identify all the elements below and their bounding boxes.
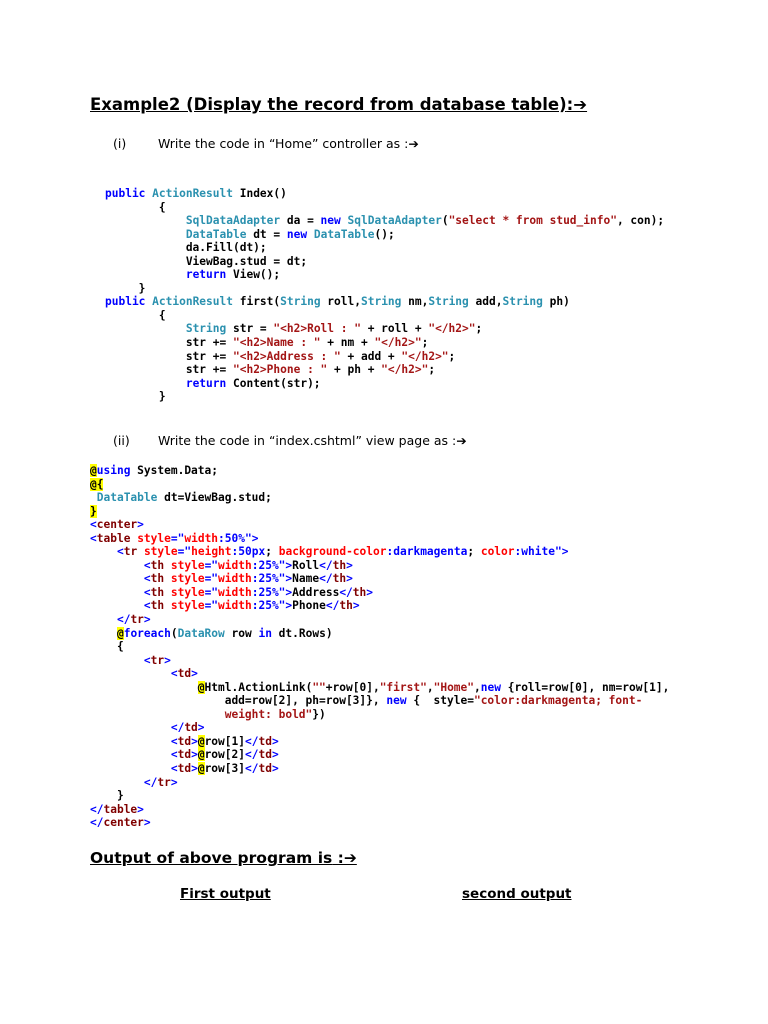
code-token: tr (157, 775, 171, 789)
code-token: color (480, 545, 515, 559)
code-token: </ (319, 558, 333, 572)
code-token: width (218, 585, 252, 599)
code-token: tr (123, 545, 138, 559)
code-line (90, 721, 669, 735)
code-line (90, 816, 669, 830)
code-token: ; (467, 545, 481, 559)
code-token: < (170, 667, 178, 681)
code-token: </ (90, 802, 104, 816)
code-token: public (105, 187, 153, 200)
code-token: center (96, 518, 138, 532)
code-token: return (185, 376, 227, 390)
code-token: ActionResult (152, 187, 233, 200)
code-line (105, 282, 664, 296)
code-token: add, (468, 295, 503, 309)
code-token: </ (90, 816, 104, 830)
code-token: + ph + (327, 363, 382, 377)
code-token: white (521, 545, 555, 559)
code-token: ph) (542, 295, 570, 309)
code-token: foreach (123, 626, 171, 640)
code-token: < (170, 748, 178, 762)
code-token: row[2] (204, 748, 245, 762)
code-line (105, 336, 664, 350)
code-line (90, 559, 669, 573)
code-token: Phone (292, 599, 326, 613)
code-token: DataTable (313, 227, 375, 241)
code-token: :25%"> (251, 558, 293, 572)
code-token: ( (170, 626, 178, 640)
code-token: < (143, 599, 151, 613)
code-token: da.Fill(dt); (105, 241, 267, 255)
code-token: new (320, 214, 341, 228)
code-token: ; (428, 363, 436, 377)
code-token: 50% (224, 531, 246, 545)
code-token (137, 545, 144, 558)
code-token: < (90, 531, 97, 545)
code-token (90, 599, 144, 612)
code-token: String (428, 295, 469, 309)
code-token: =" (170, 531, 185, 545)
code-token (105, 214, 186, 227)
code-token: +row[0], (325, 680, 380, 694)
code-token: table (103, 802, 138, 816)
code-token: </ (325, 599, 340, 613)
code-token: add=row[2], ph=row[3]}, (90, 694, 387, 708)
code-token: , (426, 680, 434, 694)
code-token: str += (105, 349, 233, 363)
code-token: return (185, 268, 227, 282)
code-token: row (224, 626, 259, 640)
code-line (90, 667, 669, 681)
code-token: background-color (278, 545, 387, 559)
code-token (105, 268, 186, 281)
code-token: =" (204, 599, 219, 613)
code-token (105, 377, 186, 390)
code-token: "</h2>" (381, 363, 429, 377)
step-2-number: (ii) (113, 433, 130, 448)
code-token: > (143, 613, 151, 627)
code-token: center (103, 816, 144, 830)
code-line (105, 309, 664, 323)
code-line (90, 789, 669, 803)
code-line (90, 748, 669, 762)
code-token: @ (197, 762, 205, 776)
code-line (90, 654, 669, 668)
code-line (105, 255, 664, 269)
code-token (105, 322, 186, 335)
code-line (105, 363, 664, 377)
code-token: > (191, 667, 198, 681)
code-line (105, 390, 664, 404)
code-token: }) (312, 707, 326, 721)
code-token: new (286, 227, 308, 241)
code-token: th (352, 585, 367, 599)
code-token: new (480, 680, 501, 694)
code-token (90, 491, 97, 504)
code-token: { (105, 200, 166, 214)
code-token: style (143, 545, 178, 559)
code-token: { style= (406, 694, 474, 708)
code-token: "" (312, 680, 326, 694)
code-token: SqlDataAdapter (347, 214, 442, 228)
code-token: width (184, 531, 219, 545)
code-token: > (352, 599, 360, 613)
code-token: "<h2>Address : " (232, 349, 341, 363)
code-token: > (271, 748, 279, 762)
code-token: + roll + (360, 322, 429, 336)
code-token: String (502, 295, 543, 309)
code-token: new (386, 694, 407, 708)
code-token: dt=ViewBag.stud; (157, 491, 272, 505)
code-token: da = (280, 214, 321, 228)
code-token: ; (421, 336, 429, 350)
code-token: DataTable (96, 491, 158, 505)
code-token: } (105, 390, 166, 404)
heading-arrow: :➔ (566, 95, 588, 114)
code-token: =" (204, 572, 219, 586)
code-line (105, 295, 664, 309)
code-token: str += (105, 336, 233, 350)
code-token: "> (554, 545, 569, 559)
code-token: @{ (90, 477, 104, 491)
code-line (90, 545, 669, 559)
code-line (90, 627, 669, 641)
code-token: style (170, 558, 205, 572)
code-line (105, 322, 664, 336)
code-token (90, 748, 171, 761)
code-token: , con); (616, 214, 665, 228)
code-token (90, 667, 171, 680)
code-token: { (105, 308, 166, 322)
code-token: + nm + (320, 336, 375, 350)
code-token: > (271, 762, 279, 776)
code-line (90, 613, 669, 627)
code-token: Content(str); (226, 376, 321, 390)
code-token: width (218, 572, 252, 586)
code-token: tr (150, 653, 165, 667)
code-token: > (137, 518, 144, 532)
code-token: nm, (401, 295, 429, 309)
code-token: =" (177, 545, 192, 559)
controller-code-block (105, 187, 664, 404)
code-token: > (366, 585, 374, 599)
code-line (90, 640, 669, 654)
code-token: td (177, 762, 192, 776)
code-line (90, 708, 669, 722)
code-token: < (143, 653, 151, 667)
code-token (90, 613, 117, 626)
code-token: width (218, 599, 252, 613)
code-token: } (105, 281, 146, 295)
code-line (90, 586, 669, 600)
code-token: String (280, 295, 321, 309)
code-token: using (96, 464, 131, 477)
code-token (90, 735, 171, 748)
code-token: Address (292, 585, 340, 599)
code-token (90, 572, 144, 585)
code-token: : (514, 545, 522, 559)
code-token: @ (197, 748, 205, 762)
code-token: width (218, 558, 252, 572)
code-token: :25%"> (251, 599, 293, 613)
code-line (90, 735, 669, 749)
code-token: style (137, 531, 171, 545)
code-token (164, 559, 171, 572)
code-line (105, 214, 664, 228)
step-1-number: (i) (113, 136, 127, 151)
code-token (90, 627, 117, 640)
code-token (90, 721, 171, 734)
code-token: "<h2>Name : " (232, 336, 321, 350)
code-token: ActionResult (152, 295, 233, 309)
code-line (105, 187, 664, 201)
code-line (90, 572, 669, 586)
code-token: th (332, 572, 347, 586)
code-token: > (271, 734, 279, 748)
code-token: } (90, 789, 124, 803)
code-token: (); (374, 227, 395, 241)
code-token: </ (116, 613, 131, 627)
code-token: td (177, 667, 192, 681)
code-token: < (90, 518, 97, 532)
code-token: table (96, 531, 131, 545)
code-token: th (150, 558, 165, 572)
code-token: @ (116, 626, 124, 640)
code-token (90, 586, 144, 599)
code-token: "first" (379, 680, 427, 694)
code-token: @ (197, 734, 205, 748)
code-token (90, 681, 198, 694)
code-token: </ (170, 721, 185, 735)
code-line (90, 505, 669, 519)
code-token: first( (232, 295, 281, 309)
code-line (90, 464, 669, 478)
code-token: =" (204, 558, 219, 572)
code-token: ( (441, 214, 449, 228)
code-token: , (474, 680, 481, 694)
code-token: td (184, 721, 198, 735)
code-token (164, 586, 171, 599)
code-line (105, 228, 664, 242)
code-token (90, 654, 144, 667)
code-token: : (218, 531, 225, 545)
code-token: "select * from stud_info" (448, 214, 617, 228)
code-token: tr (130, 613, 144, 627)
code-token: dt = (246, 227, 287, 241)
code-token: th (332, 558, 347, 572)
heading-title: Example2 (Display the record from database table) (90, 95, 567, 114)
code-token (90, 708, 225, 721)
code-token: weight: bold" (224, 707, 313, 721)
code-token: </ (143, 775, 158, 789)
code-token: row[1] (204, 734, 245, 748)
code-token (90, 545, 117, 558)
step-1-text: Write the code in “Home” controller as :➔ (158, 136, 419, 151)
code-token: > (170, 775, 178, 789)
code-token: View(); (226, 268, 281, 282)
code-token: "Home" (433, 680, 475, 694)
code-token: > (191, 762, 198, 776)
code-line (90, 518, 669, 532)
code-token (90, 762, 171, 775)
code-token: @ (90, 464, 97, 477)
code-token: </ (244, 748, 259, 762)
step-2-text: Write the code in “index.cshtml” view page as :➔ (158, 433, 467, 448)
code-token: "<h2>Phone : " (232, 363, 328, 377)
page-heading (90, 95, 587, 114)
code-line (90, 478, 669, 492)
code-token: {roll=row[0], nm=row[1], (500, 680, 670, 694)
code-token: ; (475, 322, 483, 336)
code-line (90, 803, 669, 817)
code-token: < (143, 558, 151, 572)
code-line (90, 762, 669, 776)
code-token: : (231, 545, 239, 559)
code-token: td (177, 748, 192, 762)
code-token: =" (204, 585, 219, 599)
code-line (90, 681, 669, 695)
first-output-label: First output (180, 886, 271, 902)
code-line (105, 201, 664, 215)
code-token: < (170, 734, 178, 748)
code-token: "</h2>" (401, 349, 449, 363)
code-token: > (346, 572, 353, 586)
code-token: row[3] (204, 762, 245, 776)
output-heading (90, 849, 357, 867)
code-token: DataTable (185, 227, 247, 241)
code-token: in (258, 626, 272, 640)
code-token: dt.Rows) (271, 626, 333, 640)
code-token: @ (197, 680, 205, 694)
code-token (90, 776, 144, 789)
code-token: } (90, 504, 97, 518)
code-token: "color:darkmagenta; font- (473, 694, 643, 708)
code-token: Name (292, 572, 320, 586)
code-token: ViewBag.stud = dt; (105, 254, 308, 268)
code-token (341, 214, 348, 227)
code-token: darkmagenta (393, 545, 468, 559)
code-line (105, 241, 664, 255)
code-token: < (116, 545, 124, 559)
code-line (105, 350, 664, 364)
code-token: </ (339, 585, 353, 599)
code-token: style (170, 572, 205, 586)
code-token: </ (244, 762, 259, 776)
code-token (164, 572, 171, 585)
code-token (164, 599, 171, 612)
code-token: "</h2>" (374, 336, 422, 350)
code-token: 50px (238, 545, 266, 559)
code-token: th (150, 572, 165, 586)
code-token: Html.ActionLink( (204, 680, 313, 694)
code-line (90, 776, 669, 790)
code-token: "</h2>" (428, 322, 476, 336)
code-line (90, 491, 669, 505)
code-token: :25%"> (251, 585, 293, 599)
code-token (307, 228, 314, 241)
code-token: Index() (232, 187, 287, 200)
code-token: "> (245, 531, 259, 545)
code-token: > (197, 721, 205, 735)
code-line (105, 377, 664, 391)
code-token: System.Data; (130, 464, 218, 477)
code-token: + add + (340, 349, 402, 363)
code-token: > (143, 816, 151, 830)
code-token: > (137, 802, 144, 816)
view-code-block (90, 464, 669, 830)
code-token: :25%"> (251, 572, 293, 586)
code-token: ; (265, 545, 279, 559)
second-output-label: second output (462, 886, 572, 902)
code-token: SqlDataAdapter (185, 214, 281, 228)
code-token: String (360, 295, 402, 309)
code-token: td (258, 748, 272, 762)
output-heading-arrow: :➔ (332, 849, 357, 867)
code-token (105, 228, 186, 241)
code-token: < (143, 585, 151, 599)
code-token: > (191, 748, 198, 762)
code-token: > (191, 734, 198, 748)
code-line (105, 268, 664, 282)
code-token: </ (319, 572, 333, 586)
code-token: str += (105, 363, 233, 377)
code-token: th (150, 599, 165, 613)
code-token: style (170, 599, 205, 613)
code-line (90, 694, 669, 708)
code-token: ; (448, 349, 456, 363)
code-token: public (105, 295, 153, 309)
code-token: </ (244, 734, 259, 748)
code-token: { (90, 640, 124, 654)
code-token: < (143, 572, 151, 586)
code-token: str = (226, 322, 274, 336)
code-line (90, 599, 669, 613)
output-heading-text: Output of above program is (90, 849, 333, 867)
code-token: < (170, 762, 178, 776)
code-token: String (185, 322, 227, 336)
code-token: roll, (320, 295, 361, 309)
code-token: Roll (292, 558, 320, 572)
code-token: th (150, 585, 165, 599)
code-token: > (164, 653, 171, 667)
code-line (90, 532, 669, 546)
code-token: style (170, 585, 205, 599)
code-token: td (258, 734, 272, 748)
code-token: "<h2>Roll : " (273, 322, 361, 336)
code-token: DataRow (177, 626, 225, 640)
code-token: td (258, 762, 272, 776)
code-token: th (339, 599, 353, 613)
code-token (90, 559, 144, 572)
code-token: : (386, 545, 394, 559)
code-token: > (346, 558, 353, 572)
code-token: td (177, 734, 192, 748)
code-token: height (191, 545, 232, 559)
